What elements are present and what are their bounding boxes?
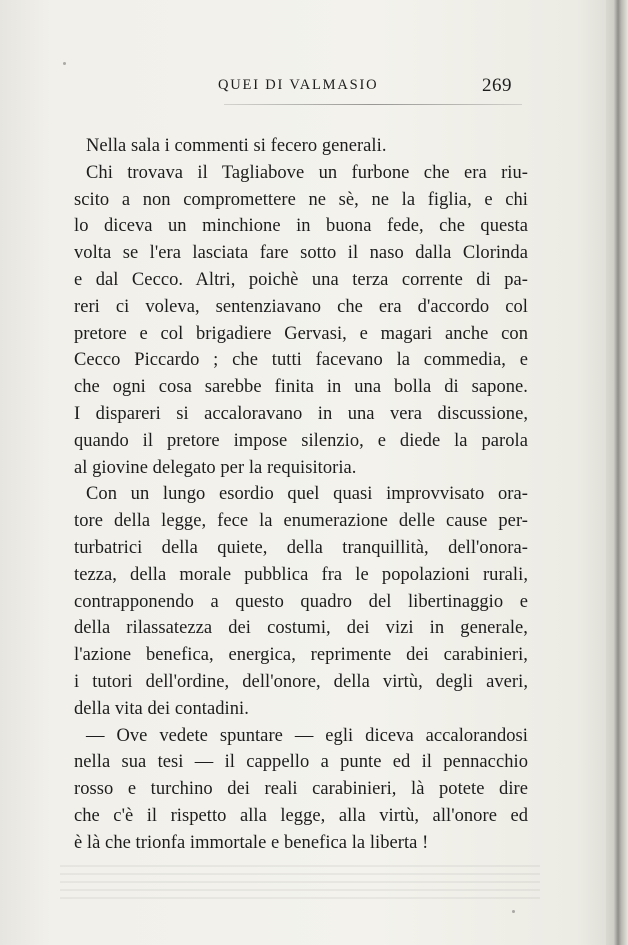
text-line: volta se l'era lasciata fare sotto il naso dalla Clorinda [74, 243, 528, 264]
text-line: che c'è il rispetto alla legge, alla virtù, all'onore ed [74, 805, 528, 826]
running-head: QUEI DI VALMASIO [218, 77, 379, 93]
text-line: Nella sala i commenti si fecero generali. [86, 136, 387, 156]
show-through-text [60, 865, 540, 905]
text-line: della rilassatezza dei costumi, dei vizi in generale, [74, 618, 528, 639]
text-line: contrapponendo a questo quadro del libertinaggio e [74, 591, 528, 612]
body-text [74, 133, 528, 857]
text-line: rosso e turchino dei reali carabinieri, là potete dire [74, 779, 528, 800]
text-line: quando il pretore impose silenzio, e diede la parola [74, 430, 528, 451]
text-line: turbatrici della quiete, della tranquillità, dell'onora- [74, 537, 528, 558]
text-line: tore della legge, fece la enumerazione delle cause per- [74, 511, 528, 532]
paper-speck [512, 910, 515, 913]
page-header [74, 77, 528, 105]
text-line: Con un lungo esordio quel quasi improvvisato ora- [86, 484, 528, 505]
text-line: pretore e col brigadiere Gervasi, e magari anche con [74, 323, 528, 344]
text-line: Chi trovava il Tagliabove un furbone che era riu- [86, 162, 528, 183]
text-line: Cecco Piccardo ; che tutti facevano la commedia, e [74, 350, 528, 371]
page-number: 269 [482, 75, 512, 96]
text-line: che ogni cosa sarebbe finita in una bolla di sapone. [74, 377, 528, 398]
text-line: tezza, della morale pubblica fra le popolazioni rurali, [74, 564, 528, 585]
text-line: lo diceva un minchione in buona fede, che questa [74, 216, 528, 237]
text-line: I dispareri si accaloravano in una vera discussione, [74, 403, 528, 424]
text-line: della vita dei contadini. [74, 698, 249, 719]
text-line: — Ove vedete spuntare — egli diceva accalorandosi [86, 725, 528, 746]
text-line: è là che trionfa immortale e benefica la liberta ! [74, 832, 429, 853]
page-edge-shadow [606, 0, 628, 945]
text-line: i tutori dell'ordine, dell'onore, della virtù, degli averi, [74, 671, 528, 692]
header-rule [224, 104, 522, 105]
text-line: e dal Cecco. Altri, poichè una terza corrente di pa- [74, 269, 528, 290]
text-line: reri ci voleva, sentenziavano che era d'accordo col [74, 296, 528, 317]
text-line: l'azione benefica, energica, reprimente dei carabinieri, [74, 645, 528, 666]
text-line: scito a non compromettere ne sè, ne la figlia, e chi [74, 189, 528, 210]
text-line: al giovine delegato per la requisitoria. [74, 457, 357, 478]
paper-speck [63, 62, 66, 65]
text-line: nella sua tesi — il cappello a punte ed il pennacchio [74, 752, 528, 773]
